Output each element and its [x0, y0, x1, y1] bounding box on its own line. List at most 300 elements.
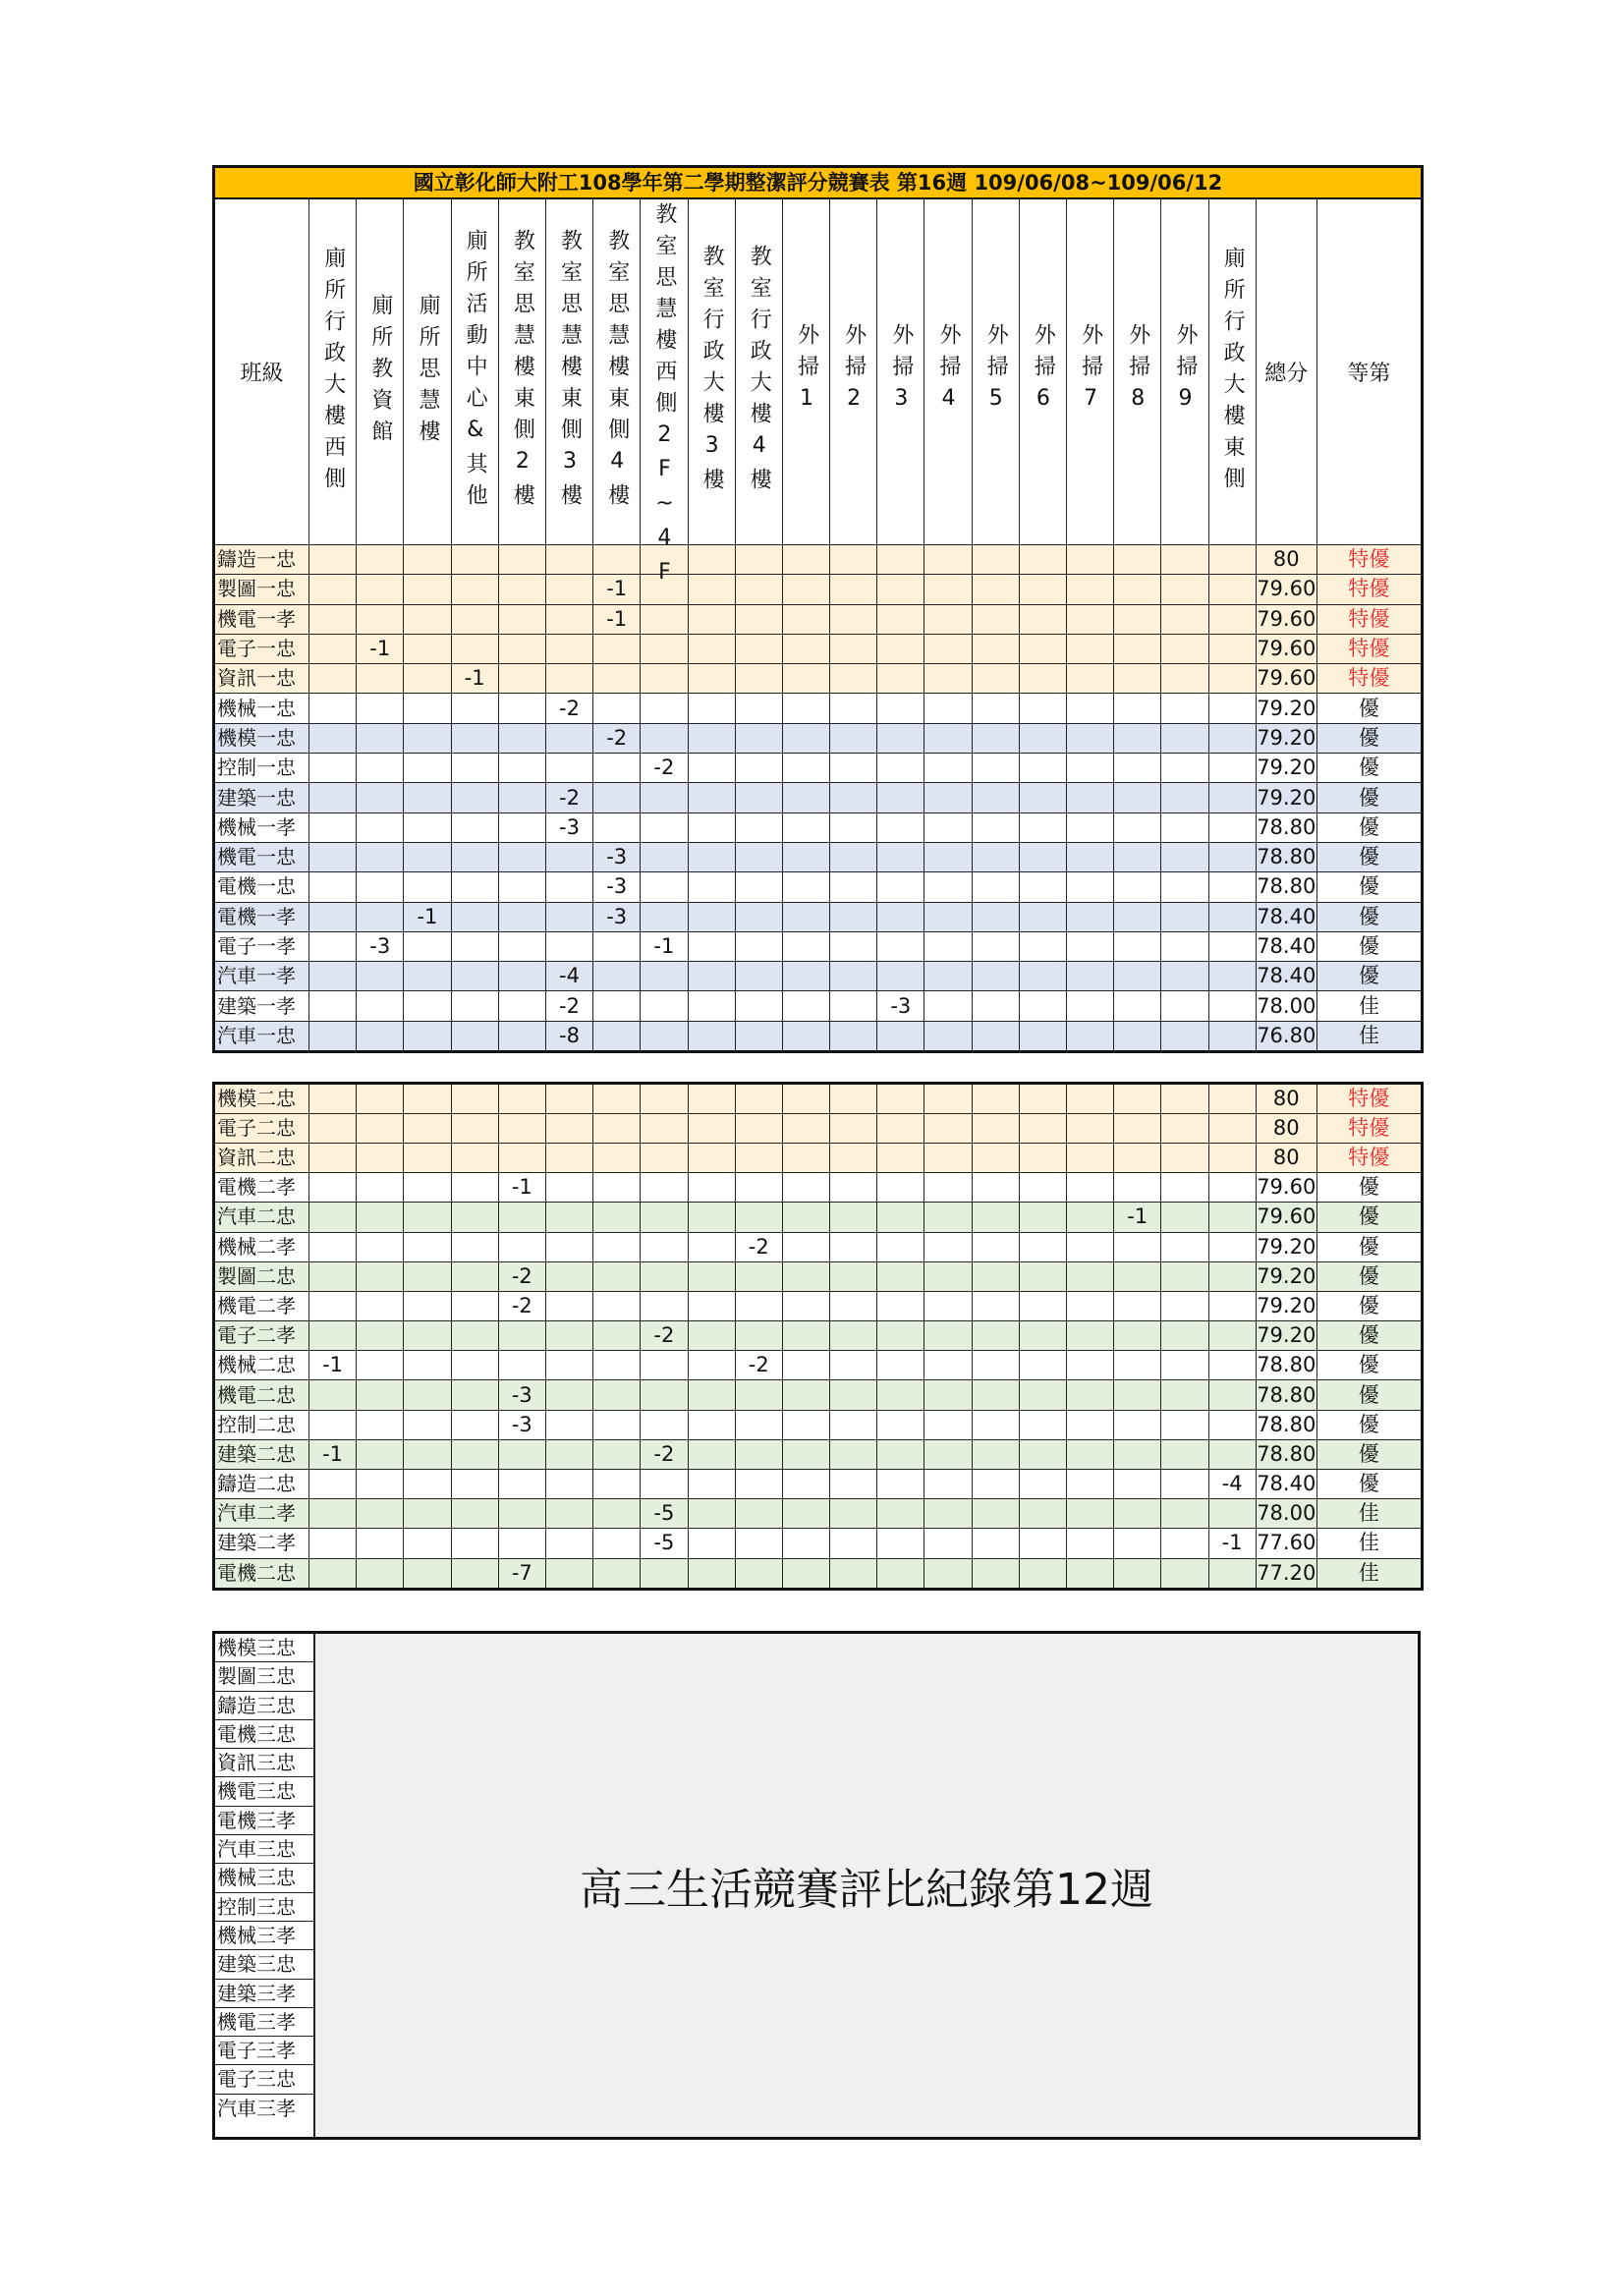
deduction-cell: [1067, 991, 1114, 1021]
deduction-cell: [972, 1173, 1019, 1203]
deduction-cell: [1208, 991, 1256, 1021]
deduction-cell: [830, 1021, 877, 1051]
deduction-cell: [593, 1410, 641, 1439]
deduction-cell: -1: [593, 604, 641, 634]
grade3-class: 電子三忠: [215, 2065, 313, 2094]
deduction-cell: [451, 1021, 498, 1051]
deduction-cell: [309, 1529, 357, 1558]
deduction-cell: [593, 694, 641, 723]
deduction-cell: [1161, 604, 1208, 634]
deduction-cell: [309, 962, 357, 991]
total-score: 79.20: [1256, 1261, 1316, 1291]
sheet-title: 國立彰化師大附工108學年第二學期整潔評分競賽表 第16週 109/06/08~109/06/12: [214, 167, 1423, 199]
deduction-cell: [357, 902, 404, 931]
deduction-cell: [1208, 1113, 1256, 1143]
deduction-cell: [1161, 723, 1208, 753]
deduction-cell: [1067, 754, 1114, 783]
deduction-cell: [1067, 1083, 1114, 1113]
deduction-cell: [1161, 1143, 1208, 1172]
deduction-cell: [1208, 754, 1256, 783]
class-name: 電子二忠: [214, 1113, 309, 1143]
deduction-cell: [1067, 634, 1114, 663]
deduction-cell: [972, 723, 1019, 753]
area-header-label: 教室行政大樓3樓: [700, 245, 725, 499]
deduction-cell: [924, 1173, 972, 1203]
total-score: 77.20: [1256, 1558, 1316, 1589]
deduction-cell: [357, 1021, 404, 1051]
deduction-cell: [404, 1558, 451, 1589]
deduction-cell: [972, 1113, 1019, 1143]
deduction-cell: [877, 812, 924, 842]
deduction-cell: [735, 991, 782, 1021]
deduction-cell: [545, 842, 592, 871]
class-name: 資訊一忠: [214, 664, 309, 694]
deduction-cell: [641, 1021, 688, 1051]
deduction-cell: [735, 604, 782, 634]
deduction-cell: [782, 634, 829, 663]
deduction-cell: [782, 783, 829, 812]
deduction-cell: [830, 664, 877, 694]
deduction-cell: [877, 1499, 924, 1529]
deduction-cell: [1161, 634, 1208, 663]
total-score: 78.80: [1256, 1410, 1316, 1439]
deduction-cell: [593, 1499, 641, 1529]
deduction-cell: [498, 1083, 545, 1113]
grade-badge: 特優: [1316, 1083, 1422, 1113]
deduction-cell: [404, 1470, 451, 1499]
deduction-cell: [735, 575, 782, 604]
deduction-cell: [545, 1558, 592, 1589]
grade-badge: 優: [1316, 783, 1422, 812]
deduction-cell: [309, 634, 357, 663]
deduction-cell: [641, 962, 688, 991]
deduction-cell: [593, 634, 641, 663]
deduction-cell: [451, 1113, 498, 1143]
deduction-cell: [545, 1113, 592, 1143]
table-row: [214, 575, 1423, 604]
deduction-cell: [1019, 1021, 1066, 1051]
deduction-cell: [830, 1203, 877, 1232]
deduction-cell: [309, 664, 357, 694]
deduction-cell: [593, 1113, 641, 1143]
class-name: 鑄造一忠: [214, 545, 309, 575]
deduction-cell: [1161, 842, 1208, 871]
area-header: [924, 198, 972, 545]
grade-badge: 優: [1316, 812, 1422, 842]
grade3-class: 機械三孝: [215, 1922, 313, 1950]
grade-badge: 佳: [1316, 991, 1422, 1021]
deduction-cell: [1067, 1021, 1114, 1051]
deduction-cell: [782, 842, 829, 871]
deduction-cell: [688, 1083, 735, 1113]
deduction-cell: [451, 1321, 498, 1351]
deduction-cell: [641, 902, 688, 931]
deduction-cell: [1208, 1083, 1256, 1113]
deduction-cell: [735, 872, 782, 902]
deduction-cell: [1161, 962, 1208, 991]
deduction-cell: [309, 1470, 357, 1499]
deduction-cell: [1114, 902, 1161, 931]
deduction-cell: [545, 723, 592, 753]
table-row: [214, 634, 1423, 663]
deduction-cell: [404, 812, 451, 842]
grade3-class: 汽車三孝: [217, 2096, 296, 2120]
deduction-cell: [972, 783, 1019, 812]
deduction-cell: [357, 1203, 404, 1232]
deduction-cell: [830, 723, 877, 753]
total-score: 77.60: [1256, 1529, 1316, 1558]
area-header: [830, 198, 877, 545]
deduction-cell: [1019, 694, 1066, 723]
deduction-cell: [1019, 931, 1066, 961]
deduction-cell: [1019, 902, 1066, 931]
class-name: 電子二孝: [214, 1321, 309, 1351]
deduction-cell: [545, 1083, 592, 1113]
area-header: [1019, 198, 1066, 545]
deduction-cell: -2: [545, 991, 592, 1021]
grade-badge: 優: [1316, 1470, 1422, 1499]
deduction-cell: [877, 902, 924, 931]
deduction-cell: [688, 1558, 735, 1589]
deduction-cell: [357, 872, 404, 902]
deduction-cell: [782, 872, 829, 902]
deduction-cell: [498, 634, 545, 663]
deduction-cell: [545, 931, 592, 961]
class-name: 機電二忠: [214, 1380, 309, 1410]
deduction-cell: [924, 1529, 972, 1558]
deduction-cell: [924, 812, 972, 842]
deduction-cell: [972, 1380, 1019, 1410]
deduction-cell: [451, 842, 498, 871]
deduction-cell: [1208, 872, 1256, 902]
deduction-cell: [451, 1173, 498, 1203]
deduction-cell: [1067, 604, 1114, 634]
deduction-cell: [1208, 931, 1256, 961]
deduction-cell: [309, 1113, 357, 1143]
grade-badge: 特優: [1316, 664, 1422, 694]
class-name: 建築二孝: [214, 1529, 309, 1558]
deduction-cell: [1161, 1113, 1208, 1143]
deduction-cell: [688, 1321, 735, 1351]
deduction-cell: [451, 754, 498, 783]
deduction-cell: [972, 842, 1019, 871]
deduction-cell: [782, 1499, 829, 1529]
table-row: [214, 1529, 1423, 1558]
grade3-class: 電機三忠: [215, 1720, 313, 1749]
table-row: [214, 1021, 1423, 1051]
total-score: 78.40: [1256, 1470, 1316, 1499]
deduction-cell: [735, 1499, 782, 1529]
deduction-cell: [498, 842, 545, 871]
area-header-label: 外掃8: [1125, 323, 1150, 420]
class-name: 電機一忠: [214, 872, 309, 902]
total-score: 78.80: [1256, 1439, 1316, 1469]
deduction-cell: [309, 1143, 357, 1172]
total-score: 79.20: [1256, 1291, 1316, 1320]
area-header-label: 外掃9: [1172, 323, 1198, 420]
deduction-cell: [545, 1351, 592, 1380]
deduction-cell: [1161, 931, 1208, 961]
total-score: 79.60: [1256, 604, 1316, 634]
deduction-cell: [1067, 1470, 1114, 1499]
deduction-cell: -3: [877, 991, 924, 1021]
deduction-cell: [1067, 1203, 1114, 1232]
deduction-cell: [782, 1321, 829, 1351]
area-header: [735, 198, 782, 545]
grade-badge: 優: [1316, 1351, 1422, 1380]
deduction-cell: [1114, 991, 1161, 1021]
deduction-cell: [782, 575, 829, 604]
deduction-cell: [1067, 902, 1114, 931]
table-row: [214, 1261, 1423, 1291]
deduction-cell: [972, 1410, 1019, 1439]
deduction-cell: [309, 1261, 357, 1291]
deduction-cell: [782, 604, 829, 634]
class-name: 機模二忠: [214, 1083, 309, 1113]
grade3-class: 建築三孝: [215, 1980, 313, 2008]
deduction-cell: [357, 754, 404, 783]
deduction-cell: [545, 1439, 592, 1469]
grade-badge: 優: [1316, 1261, 1422, 1291]
deduction-cell: [735, 1558, 782, 1589]
deduction-cell: [451, 1499, 498, 1529]
deduction-cell: [735, 812, 782, 842]
deduction-cell: [1114, 931, 1161, 961]
deduction-cell: [309, 1291, 357, 1320]
deduction-cell: [404, 783, 451, 812]
table-row: [214, 991, 1423, 1021]
deduction-cell: [877, 694, 924, 723]
deduction-cell: [357, 1173, 404, 1203]
deduction-cell: [688, 1203, 735, 1232]
deduction-cell: [404, 962, 451, 991]
total-score: 78.80: [1256, 872, 1316, 902]
deduction-cell: [830, 812, 877, 842]
deduction-cell: [877, 1410, 924, 1439]
deduction-cell: [782, 664, 829, 694]
area-header-label: 外掃7: [1078, 323, 1103, 420]
deduction-cell: [877, 1021, 924, 1051]
deduction-cell: [641, 1351, 688, 1380]
deduction-cell: [830, 634, 877, 663]
grade-badge: 優: [1316, 694, 1422, 723]
deduction-cell: [688, 575, 735, 604]
deduction-cell: [782, 1261, 829, 1291]
deduction-cell: [924, 1203, 972, 1232]
area-header-label: 外掃6: [1031, 323, 1056, 420]
table-row: [214, 1083, 1423, 1113]
deduction-cell: [735, 783, 782, 812]
deduction-cell: [1114, 1439, 1161, 1469]
deduction-cell: [688, 902, 735, 931]
deduction-cell: [404, 1380, 451, 1410]
deduction-cell: [1208, 1261, 1256, 1291]
deduction-cell: [641, 694, 688, 723]
deduction-cell: [924, 604, 972, 634]
deduction-cell: -3: [545, 812, 592, 842]
area-header: [404, 198, 451, 545]
grade3-note: 高三生活競賽評比紀錄第12週: [580, 1865, 1153, 1915]
grade3-class: 電機三孝: [215, 1807, 313, 1835]
deduction-cell: [688, 1291, 735, 1320]
grade1-table: [212, 165, 1424, 1053]
deduction-cell: [735, 545, 782, 575]
deduction-cell: [641, 1113, 688, 1143]
deduction-cell: -2: [735, 1232, 782, 1261]
deduction-cell: [1067, 575, 1114, 604]
deduction-cell: [404, 931, 451, 961]
deduction-cell: [1114, 812, 1161, 842]
deduction-cell: -2: [593, 723, 641, 753]
deduction-cell: [593, 962, 641, 991]
deduction-cell: [309, 1499, 357, 1529]
deduction-cell: [830, 1410, 877, 1439]
deduction-cell: [830, 1529, 877, 1558]
deduction-cell: [972, 1021, 1019, 1051]
deduction-cell: [357, 1499, 404, 1529]
total-score: 78.80: [1256, 842, 1316, 871]
deduction-cell: [782, 962, 829, 991]
deduction-cell: -3: [593, 872, 641, 902]
deduction-cell: [451, 1439, 498, 1469]
deduction-cell: [830, 1173, 877, 1203]
deduction-cell: [972, 1232, 1019, 1261]
deduction-cell: -1: [1208, 1529, 1256, 1558]
deduction-cell: [972, 754, 1019, 783]
deduction-cell: [498, 575, 545, 604]
grade3-class: 機電三忠: [215, 1777, 313, 1806]
grade-badge: 優: [1316, 842, 1422, 871]
deduction-cell: [1067, 931, 1114, 961]
deduction-cell: [451, 1558, 498, 1589]
class-name: 機械一孝: [214, 812, 309, 842]
total-score: 79.60: [1256, 664, 1316, 694]
deduction-cell: [309, 812, 357, 842]
grade-badge: 佳: [1316, 1529, 1422, 1558]
class-name: 機模一忠: [214, 723, 309, 753]
deduction-cell: [1208, 664, 1256, 694]
class-name: 機械一忠: [214, 694, 309, 723]
deduction-cell: -1: [309, 1439, 357, 1469]
deduction-cell: [309, 842, 357, 871]
deduction-cell: [451, 962, 498, 991]
deduction-cell: [830, 545, 877, 575]
deduction-cell: [593, 931, 641, 961]
deduction-cell: [1208, 962, 1256, 991]
deduction-cell: [1161, 1470, 1208, 1499]
deduction-cell: [357, 1291, 404, 1320]
table-row: [214, 783, 1423, 812]
deduction-cell: [545, 1291, 592, 1320]
table-row: [214, 1558, 1423, 1589]
deduction-cell: [1208, 634, 1256, 663]
deduction-cell: [357, 604, 404, 634]
area-header-label: 教室思慧樓西側2F~4F: [651, 202, 677, 594]
deduction-cell: [924, 1261, 972, 1291]
deduction-cell: [1208, 545, 1256, 575]
deduction-cell: [1067, 1499, 1114, 1529]
deduction-cell: [498, 694, 545, 723]
deduction-cell: [688, 604, 735, 634]
deduction-cell: [830, 783, 877, 812]
table-row: [214, 1232, 1423, 1261]
deduction-cell: [451, 902, 498, 931]
deduction-cell: [545, 1410, 592, 1439]
deduction-cell: [309, 1203, 357, 1232]
deduction-cell: [782, 1232, 829, 1261]
deduction-cell: [357, 1321, 404, 1351]
grade-badge: 特優: [1316, 634, 1422, 663]
deduction-cell: [1067, 872, 1114, 902]
deduction-cell: [1067, 1291, 1114, 1320]
grade-badge: 優: [1316, 1203, 1422, 1232]
grade3-class: 機模三忠: [215, 1634, 313, 1662]
deduction-cell: [357, 962, 404, 991]
deduction-cell: [688, 754, 735, 783]
deduction-cell: [404, 664, 451, 694]
deduction-cell: [688, 962, 735, 991]
deduction-cell: [545, 1321, 592, 1351]
deduction-cell: [1019, 723, 1066, 753]
deduction-cell: [1019, 1410, 1066, 1439]
deduction-cell: [309, 1083, 357, 1113]
grade-badge: 特優: [1316, 1143, 1422, 1172]
deduction-cell: [972, 1439, 1019, 1469]
grade-badge: 優: [1316, 1291, 1422, 1320]
deduction-cell: [830, 1499, 877, 1529]
table-row: [214, 1321, 1423, 1351]
total-score: 79.20: [1256, 783, 1316, 812]
deduction-cell: [688, 1173, 735, 1203]
deduction-cell: [1067, 1380, 1114, 1410]
deduction-cell: [924, 634, 972, 663]
deduction-cell: [877, 604, 924, 634]
area-header: [593, 198, 641, 545]
deduction-cell: [1208, 1173, 1256, 1203]
deduction-cell: [782, 991, 829, 1021]
deduction-cell: [735, 962, 782, 991]
class-name: 機械二忠: [214, 1351, 309, 1380]
grade3-class: 汽車三忠: [215, 1835, 313, 1864]
total-score: 78.80: [1256, 812, 1316, 842]
deduction-cell: [877, 575, 924, 604]
deduction-cell: [498, 1321, 545, 1351]
deduction-cell: [1019, 1321, 1066, 1351]
deduction-cell: [877, 1173, 924, 1203]
deduction-cell: [972, 664, 1019, 694]
deduction-cell: [830, 991, 877, 1021]
deduction-cell: [1019, 1143, 1066, 1172]
deduction-cell: [1019, 1529, 1066, 1558]
deduction-cell: [404, 842, 451, 871]
deduction-cell: [641, 812, 688, 842]
deduction-cell: [451, 812, 498, 842]
total-score: 80: [1256, 545, 1316, 575]
deduction-cell: [1114, 1410, 1161, 1439]
deduction-cell: [1208, 783, 1256, 812]
deduction-cell: [451, 1143, 498, 1172]
total-score: 76.80: [1256, 1021, 1316, 1051]
deduction-cell: [593, 1173, 641, 1203]
deduction-cell: [357, 1470, 404, 1499]
class-name: 機械二孝: [214, 1232, 309, 1261]
deduction-cell: [1161, 1351, 1208, 1380]
deduction-cell: [735, 694, 782, 723]
deduction-cell: [593, 812, 641, 842]
deduction-cell: [735, 1083, 782, 1113]
deduction-cell: [545, 1261, 592, 1291]
deduction-cell: [877, 1203, 924, 1232]
